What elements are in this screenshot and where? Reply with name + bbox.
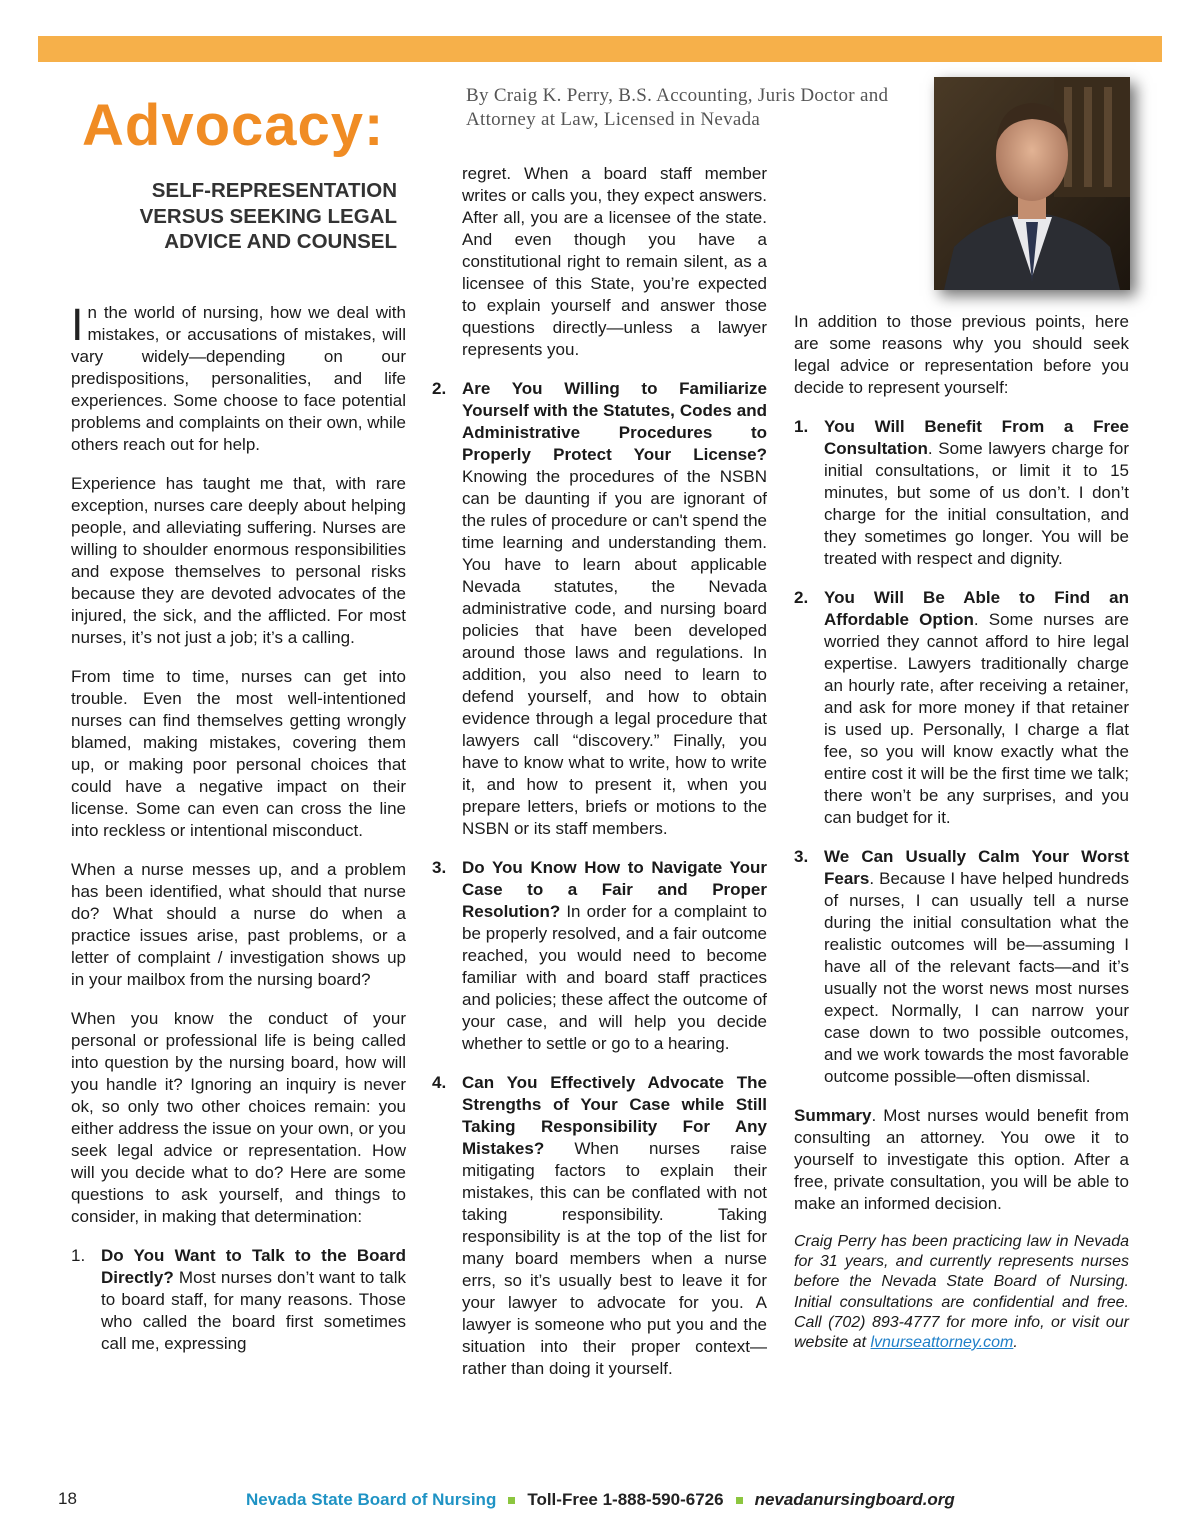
page-number: 18 xyxy=(58,1489,77,1508)
author-photo xyxy=(934,77,1130,290)
question-text: regret. When a board staff member writes or calls you, they expect answers. After all, you are a licensee of the state. And even though you have a constitutional right to remain silent, as a licensee of this State, you’re expected to explain yourself and answer those questions directly—unless a lawyer represents you. xyxy=(462,164,767,359)
bullet-icon xyxy=(736,1497,743,1504)
question-item-1 xyxy=(71,1245,406,1355)
byline: By Craig K. Perry, B.S. Accounting, Juris Doctor and Attorney at Law, Licensed in Nevada xyxy=(466,85,889,130)
paragraph: When you know the conduct of your personal or professional life is being called into question by the nursing board, how will you handle it? Ignoring an inquiry is never ok, so only two other choices remain: you either address the issue on your own, or you seek legal advice or representation. How will you decide what to do? Here are some questions to ask yourself, and things to consider, in making that determination: xyxy=(71,1009,406,1226)
item-number: 2. xyxy=(794,588,809,607)
summary-label: Summary xyxy=(794,1106,872,1125)
reason-text: . Some lawyers charge for initial consultations, or limit it to 15 minutes, but some of us don’t. I don’t charge for the initial consultation, and they sometimes go longer. You will be treated with respect and dignity. xyxy=(824,439,1129,568)
reason-heading: You Will Be Able to Find an Affordable Option xyxy=(824,588,1129,629)
question-text: Knowing the procedures of the NSBN can be daunting if you are ignorant of the rules of procedure or can't spend the time learning and understanding them. You have to learn about applicable Nevada statutes, the Nevada administrative code, and nursing board policies that have been developed around those laws and regulations. In addition, you also need to learn to defend yourself, and how to obtain evidence through a legal procedure that lawyers call “discovery.” Finally, you have to know what to write, how to write it, and how to present it, when you prepare letters, briefs or motions to the NSBN or its staff members. xyxy=(462,467,767,838)
website-link[interactable]: lvnurseattorney.com xyxy=(870,1334,1014,1352)
reason-item-2 xyxy=(794,587,1129,829)
reason-item-1 xyxy=(794,416,1129,570)
question-text: Most nurses don’t want to talk to board staff, for many reasons. Those who called the board first sometimes call me, expressing xyxy=(101,1268,406,1353)
footer xyxy=(246,1490,955,1510)
reasons-intro: In addition to those previous points, here are some reasons why you should seek legal advice or representation before you decide to represent yourself: xyxy=(794,312,1129,397)
reason-item-3 xyxy=(794,846,1129,1088)
bullet-icon xyxy=(508,1497,515,1504)
question-heading: Do You Want to Talk to the Board Directly? xyxy=(101,1246,406,1287)
question-heading: Can You Effectively Advocate The Strengths of Your Case while Still Taking Responsibility For Any Mistakes? xyxy=(462,1073,767,1158)
question-item-2 xyxy=(432,378,767,840)
question-text: When nurses raise mitigating factors to explain their mistakes, this can be conflated with not taking responsibility. Taking responsibility is at the top of the list for many board members when a nurse errs, so it’s usually best to leave it for your lawyer to advocate for you. A lawyer is someone who put you and the situation into their proper context—rather than doing it yourself. xyxy=(462,1139,767,1378)
paragraph: When a nurse messes up, and a problem has been identified, what should that nurse do? What should a nurse do when a practice issues arise, past problems, or a letter of complaint / investigation shows up in your mailbox from the nursing board? xyxy=(71,860,406,989)
author-bio: Craig Perry has been practicing law in Nevada for 31 years, and currently represents nurses before the Nevada State Board of Nursing. Initial consultations are confidential and free. Call (702) 893-4777 for more info, or visit our website at lvnurseattorney.com. xyxy=(794,1233,1129,1352)
item-number: 3. xyxy=(794,847,809,866)
item-number: 2. xyxy=(432,379,447,398)
question-text: In order for a complaint to be properly resolved, and a fair outcome reached, you would need to become familiar with and board staff practices and policies; these affect the outcome of your case, and will help you decide whether to settle or go to a hearing. xyxy=(462,902,767,1053)
article-title: Advocacy: xyxy=(82,93,385,158)
item-number: 1. xyxy=(794,417,809,436)
footer-phone: Toll-Free 1-888-590-6726 xyxy=(527,1490,724,1509)
item-number: 4. xyxy=(432,1073,447,1092)
article-subtitle: SELF-REPRESENTATION VERSUS SEEKING LEGAL ADVICE AND COUNSEL xyxy=(139,179,397,253)
question-item-3 xyxy=(432,857,767,1055)
drop-cap: I xyxy=(71,299,84,350)
reason-text: . Because I have helped hundreds of nurses, I can usually tell a nurse during the initial consultation what the realistic outcomes will be—assuming I have all of the relevant facts—and it’s usually not the worst news most nurses expect. Normally, I can narrow your case down to two possible outcomes, and we work towards the most favorable outcome possible—often dismissal. xyxy=(824,869,1129,1086)
question-item-4 xyxy=(432,1072,767,1380)
column-2 xyxy=(432,163,767,1397)
paragraph: From time to time, nurses can get into trouble. Even the most well-intentioned nurses can find themselves getting wrongly blamed, making mistakes, covering them up, or making poor personal choices that could have a negative impact on their license. Some can even can cross the line into reckless or intentional misconduct. xyxy=(71,667,406,840)
column-3 xyxy=(794,311,1129,1370)
reason-text: . Some nurses are worried they cannot afford to hire legal expertise. Lawyers traditionally charge an hourly rate, after receiving a retainer, and ask for more money if that retainer is used up. Personally, I charge a flat fee, so you will know exactly what the entire cost it will be the first time we talk; there won’t be any surprises, and you can budget for it. xyxy=(824,610,1129,827)
footer-website[interactable]: nevadanursingboard.org xyxy=(754,1490,955,1509)
item-number: 3. xyxy=(432,858,447,877)
summary-paragraph: Summary. Most nurses would benefit from consulting an attorney. You owe it to yourself to investigate this option. After a free, private consultation, you will be able to make an informed decision. xyxy=(794,1106,1129,1213)
intro-paragraph: In the world of nursing, how we deal with mistakes, or accusations of mistakes, will vary widely—depending on our predispositions, personalities, and life experiences. Some choose to face potential problems and complaints on their own, while others reach out for help. xyxy=(71,299,406,454)
header-accent-bar xyxy=(38,36,1162,62)
column-1 xyxy=(71,299,406,1372)
paragraph: Experience has taught me that, with rare exception, nurses care deeply about helping people, and alleviating suffering. Nurses are willing to shoulder enormous responsibilities and expose themselves to personal risks because they are devoted advocates of the injured, the sick, and the afflicted. For most nurses, it’s not just a job; it’s a calling. xyxy=(71,474,406,647)
question-item-1-continued xyxy=(432,163,767,361)
footer-org: Nevada State Board of Nursing xyxy=(246,1490,497,1509)
item-number: 1. xyxy=(71,1246,86,1265)
reason-heading: We Can Usually Calm Your Worst Fears xyxy=(824,847,1129,888)
reason-heading: You Will Benefit From a Free Consultation xyxy=(824,417,1129,458)
question-heading: Do You Know How to Navigate Your Case to a Fair and Proper Resolution? xyxy=(462,858,767,921)
question-heading: Are You Willing to Familiarize Yourself with the Statutes, Codes and Administrative Procedures to Properly Protect Your License? xyxy=(462,379,767,464)
